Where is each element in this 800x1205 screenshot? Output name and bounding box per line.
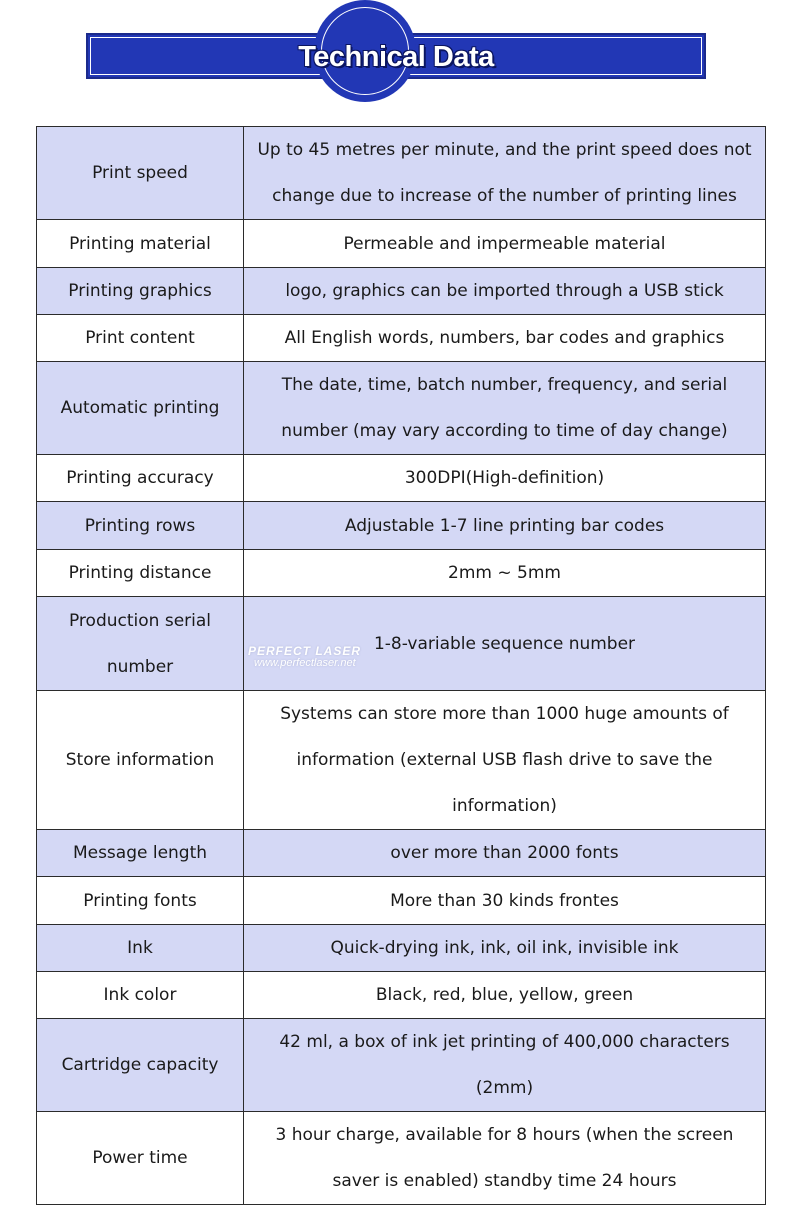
table-row: [37, 362, 766, 455]
spec-value: The date, time, batch number, frequency, and serial number (may vary according to time of day change): [244, 362, 766, 455]
watermark-brand: PERFECT LASER: [248, 644, 362, 658]
watermark-url: www.perfectlaser.net: [254, 657, 356, 669]
table-row: [37, 550, 766, 597]
spec-label: Cartridge capacity: [37, 1019, 244, 1112]
table-row: [37, 691, 766, 830]
table-row: [37, 220, 766, 268]
spec-label: Printing fonts: [37, 877, 244, 925]
table-row: [37, 597, 766, 691]
spec-value: 3 hour charge, available for 8 hours (when the screen saver is enabled) standby time 24 hours: [244, 1112, 766, 1205]
spec-label: Store information: [37, 691, 244, 830]
spec-label: Print speed: [37, 127, 244, 220]
spec-value: Black, red, blue, yellow, green: [244, 972, 766, 1019]
spec-value: over more than 2000 fonts: [244, 830, 766, 877]
spec-label: Production serial number: [37, 597, 244, 691]
spec-value: More than 30 kinds frontes: [244, 877, 766, 925]
technical-data-table: [36, 126, 766, 1205]
spec-value: Systems can store more than 1000 huge amounts of information (external USB flash drive to save the information): [244, 691, 766, 830]
spec-value: logo, graphics can be imported through a USB stick: [244, 268, 766, 315]
spec-label: Power time: [37, 1112, 244, 1205]
spec-label: Automatic printing: [37, 362, 244, 455]
table-row: [37, 315, 766, 362]
spec-label: Printing accuracy: [37, 455, 244, 502]
page-title: Technical Data: [298, 41, 494, 73]
table-row: [37, 830, 766, 877]
spec-label: Printing distance: [37, 550, 244, 597]
spec-value: Adjustable 1-7 line printing bar codes: [244, 502, 766, 550]
table-row: [37, 1112, 766, 1205]
spec-value: Up to 45 metres per minute, and the print speed does not change due to increase of the number of printing lines: [244, 127, 766, 220]
spec-value: Quick-drying ink, ink, oil ink, invisible ink: [244, 925, 766, 972]
spec-label: Ink color: [37, 972, 244, 1019]
spec-label: Print content: [37, 315, 244, 362]
spec-label: Ink: [37, 925, 244, 972]
table-row: [37, 268, 766, 315]
spec-value: 2mm ~ 5mm: [244, 550, 766, 597]
spec-value: 1-8-variable sequence number: [244, 597, 766, 691]
spec-value: Permeable and impermeable material: [244, 220, 766, 268]
table-row: [37, 1019, 766, 1112]
table-row: [37, 502, 766, 550]
spec-label: Message length: [37, 830, 244, 877]
spec-value: All English words, numbers, bar codes and graphics: [244, 315, 766, 362]
spec-label: Printing graphics: [37, 268, 244, 315]
spec-value: 300DPI(High-definition): [244, 455, 766, 502]
table-row: [37, 127, 766, 220]
spec-value: 42 ml, a box of ink jet printing of 400,000 characters (2mm): [244, 1019, 766, 1112]
spec-label: Printing material: [37, 220, 244, 268]
table-row: [37, 972, 766, 1019]
table-row: [37, 455, 766, 502]
table-row: [37, 877, 766, 925]
table-row: [37, 925, 766, 972]
spec-label: Printing rows: [37, 502, 244, 550]
